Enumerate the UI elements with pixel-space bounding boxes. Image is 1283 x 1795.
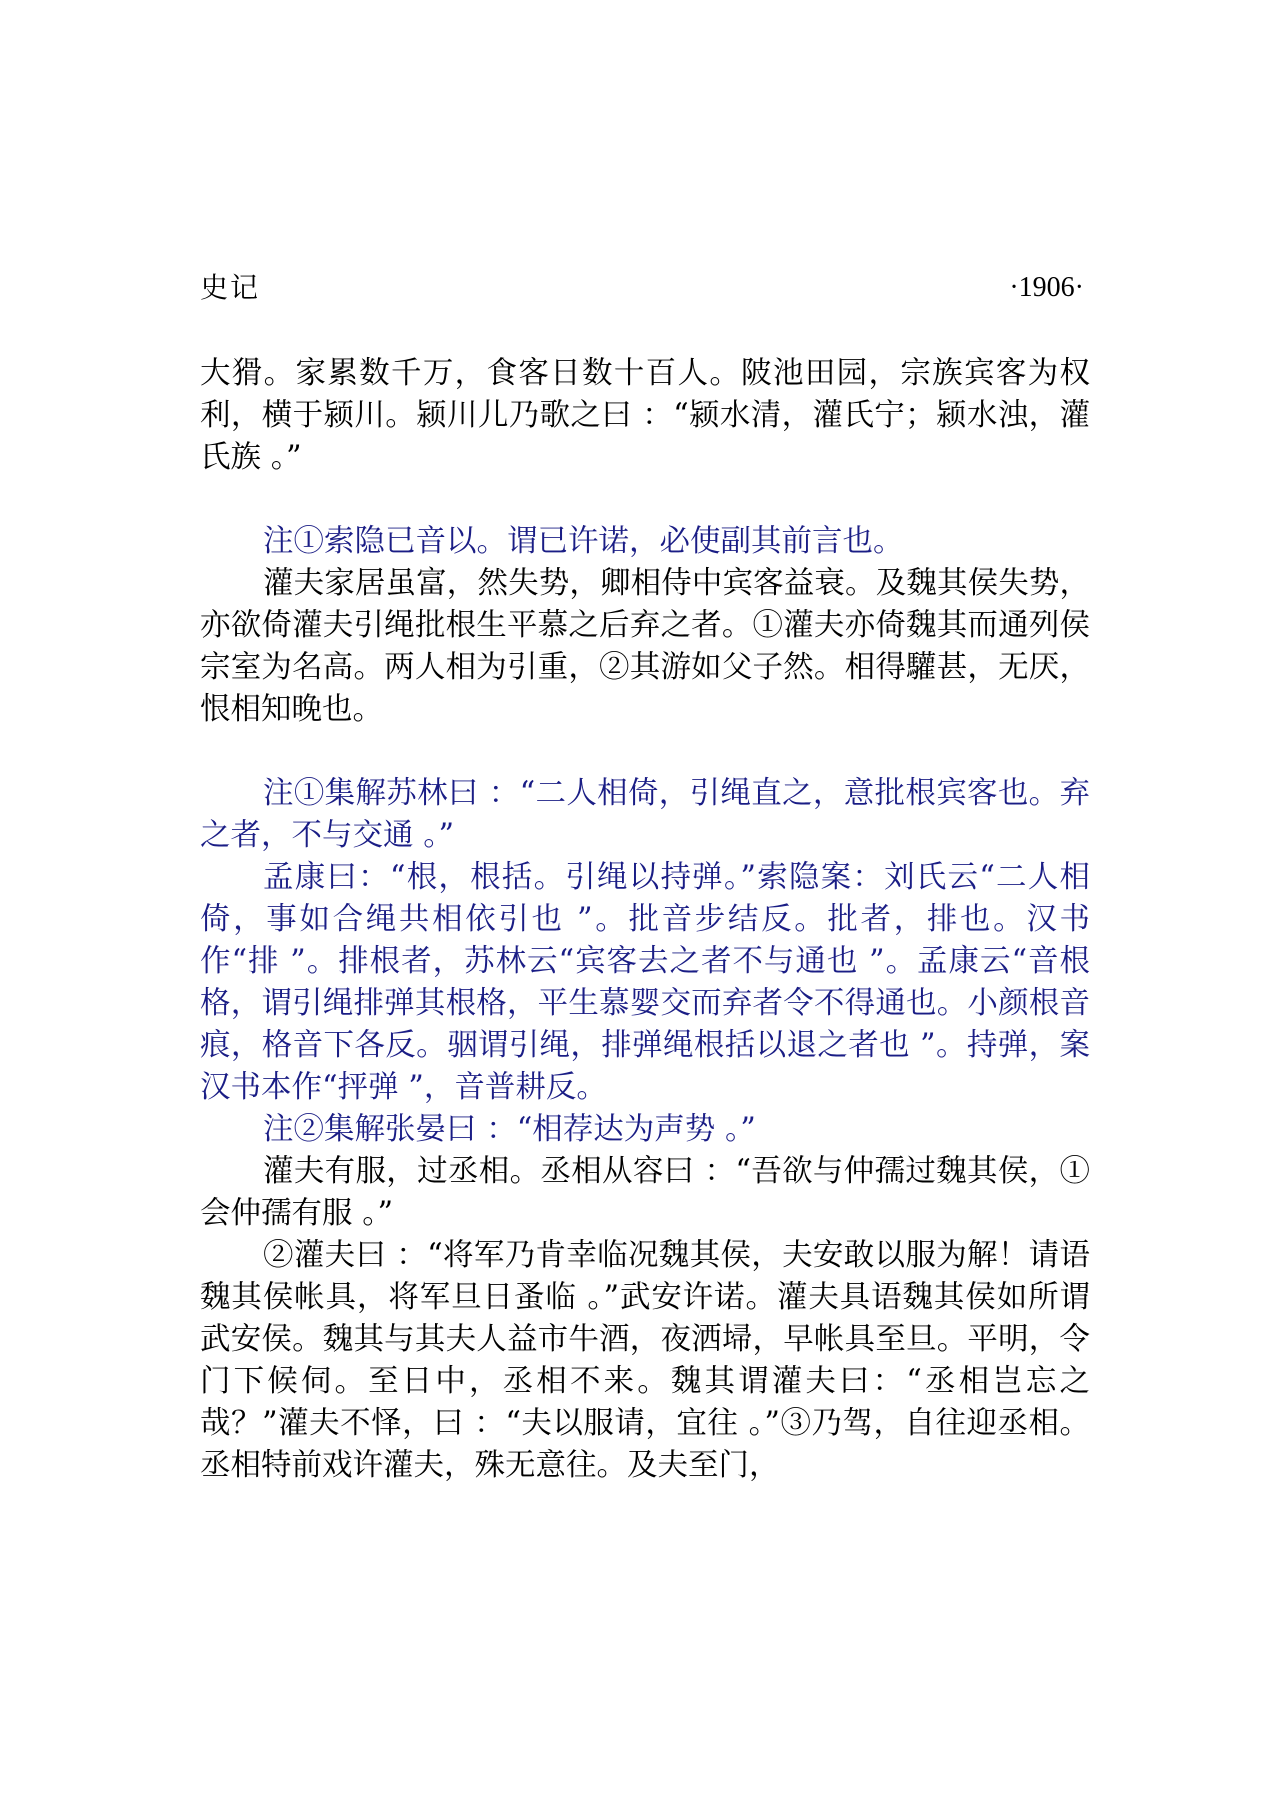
paragraph-gap [200,479,1090,521]
page-body [200,353,1090,1487]
main-paragraph: 灌夫家居虽富，然失势，卿相侍中宾客益衰。及魏其侯失势，亦欲倚灌夫引绳批根生平慕之后弃之者。①灌夫亦倚魏其而通列侯宗室为名高。两人相为引重，②其游如父子然。相得驩甚，无厌，恨相知晚也。 [200,566,1090,727]
page-header [200,268,1084,308]
note-paragraph: 注①索隐已音以。谓已许诺，必使副其前言也。 [263,524,904,559]
note-paragraph: 注②集解张晏曰 ：“相荐达为声势 。” [263,1112,756,1147]
paragraph-gap [200,731,1090,773]
main-paragraph: 大猾。家累数千万，食客日数十百人。陂池田园，宗族宾客为权利，横于颍川。颍川儿乃歌之曰 ：“颍水清，灌氏宁；颍水浊，灌氏族 。” [200,356,1090,475]
note-paragraph: 孟康曰：“根，根括。引绳以持弹。”索隐案：刘氏云“二人相倚，事如合绳共相依引也 ”。批音步结反。批者，排也。汉书作“排 ”。排根者，苏林云“宾客去之者不与通也 ”。孟康云“音根格，谓引绳排弹其根格，平生慕婴交而弃者令不得通也。小颜根音痕，格音下各反。骃谓引绳，排弹绳根括以退之者也 ”。持弹，案汉书本作“抨弹 ”，音普耕反。 [200,860,1090,1105]
note-paragraph: 注①集解苏林曰 ：“二人相倚，引绳直之，意批根宾客也。弃之者，不与交通 。” [200,776,1090,853]
main-paragraph: ②灌夫曰 ：“将军乃肯幸临况魏其侯，夫安敢以服为解！请语魏其侯帐具，将军旦日蚤临 。”武安许诺。灌夫具语魏其侯如所谓武安侯。魏其与其夫人益市牛酒，夜洒埽，早帐具至旦。平明，令门下候伺。至日中，丞相不来。魏其谓灌夫曰：“丞相岂忘之哉？”灌夫不怿，曰 ：“夫以服请，宜往 。”③乃驾，自往迎丞相。丞相特前戏许灌夫，殊无意往。及夫至门， [200,1238,1090,1483]
main-paragraph: 灌夫有服，过丞相。丞相从容曰 ：“吾欲与仲孺过魏其侯，①会仲孺有服 。” [200,1154,1090,1231]
page-number: ·1906· [1009,272,1084,303]
book-title: 史记 [200,271,261,304]
